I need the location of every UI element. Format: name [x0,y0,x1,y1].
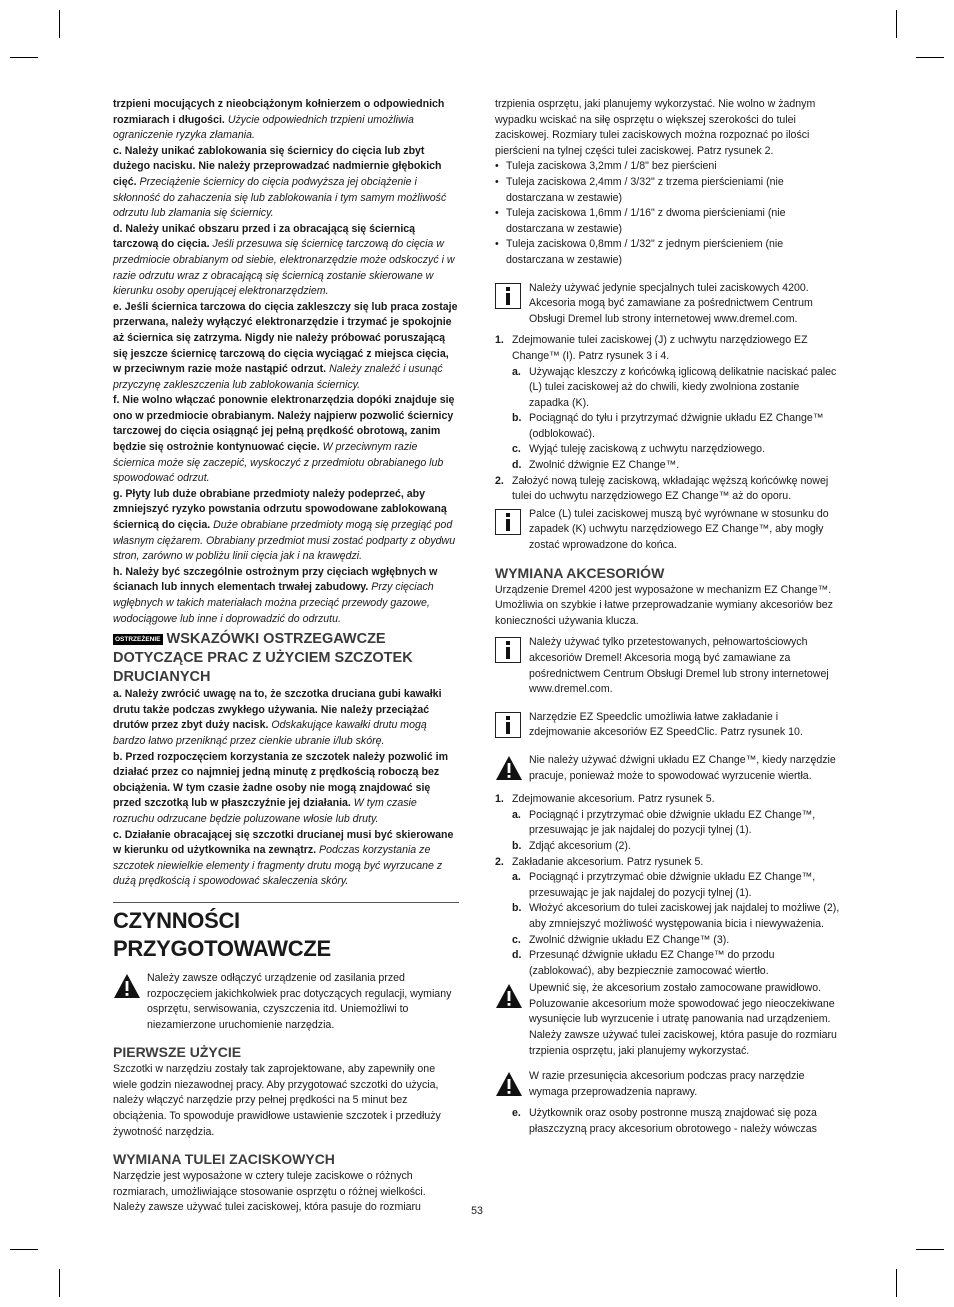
step-2: 2. Zakładanie akcesorium. Patrz rysunek 5. [495,855,704,868]
paragraph-g: g. Płyty lub duże obrabiane przedmioty należy podeprzeć, aby zmniejszyć ryzyko powstania odrzutu spowodowane zablokowaną ściernicą do cięcia. Duże obrabiane przedmioty mogą się przegiąć pod własnym ciężarem. Obrabiany przedmiot musi zostać podparty z obydwu stron, zarówno w pobliżu linii cięcia jak i na krawędzi. [113,487,456,563]
crop-mark [916,1249,944,1250]
wire-brush-warning-heading: OSTRZEŻENIE WSKAZÓWKI OSTRZEGAWCZE DOTYCZĄCE PRAC Z UŻYCIEM SZCZOTEK DRUCIANYCH [113,631,413,686]
collet-text: Narzędzie jest wyposażone w cztery tuleje zaciskowe o różnych rozmiarach, umożliwiające stosowanie osprzętu o różnej wielkości. Należy zawsze używać tulei zaciskowej, która pasuje do rozmiaru [113,1170,426,1214]
left-column [113,97,459,1216]
warning-notice: Upewnić się, że akcesorium zostało zamocowane prawidłowo. Poluzowanie akcesorium może spowodować jego nieoczekiwane wysunięcie lub wyrzucenie i utratę panowania nad urządzeniem. Należy zawsze używać tulei zaciskowej, która pasuje do rozmiaru trzpienia osprzętu, jaki planujemy wykorzystać. [495,981,841,1059]
warning-triangle-icon [495,1071,523,1097]
brush-paragraph-b: b. Przed rozpoczęciem korzystania ze szczotek należy pozwolić im działać przez co najmniej jedną minutę z prędkością roboczą bez obciążenia. W tym czasie żadne osoby nie mogą znajdować się przed szczotką lub w płaszczyźnie jej działania. W tym czasie rozruchu odrzucane będzie poluzowane włosie lub druty. [113,750,448,825]
info-icon [495,283,521,309]
warning-notice: Nie należy używać dźwigni układu EZ Change™, kiedy narzędzie pracuje, ponieważ może to spowodować wyrzucenie wiertła. [495,753,841,784]
crop-mark [59,10,60,38]
crop-mark [916,57,944,58]
right-column [495,97,841,1138]
collet-text-cont: trzpienia osprzętu, jaki planujemy wykorzystać. Nie wolno w żadnym wypadku wciskać na siłę osprzętu o większej szerokości do tulei zaciskowej. Rozmiary tulei zaciskowych można rozpoznać po ilości pierścieni na tylnej części tulei zaciskowej. Patrz rysunek 2. [495,98,816,157]
step-2: 2. Założyć nową tuleję zaciskową, wkładając węższą końcówkę nowej tulei do uchwytu narzędziowego EZ Change™ aż do oporu. [495,474,829,503]
info-icon [495,637,521,663]
first-use-text: Szczotki w narzędziu zostały tak zaprojektowane, aby zapewniły one wiele godzin niezawodnej pracy. Aby przygotować szczotki do użycia, należy włączyć narzędzie przy pełnej prędkości na 5 minut bez obciążenia. To spowoduje prawidłowe ustawienie szczotek i przedłuży żywotność narzędzia. [113,1063,441,1138]
section-divider [113,902,459,903]
info-icon [495,509,521,535]
crop-mark [10,1249,38,1250]
info-notice: Należy używać tylko przetestowanych, pełnowartościowych akcesoriów Dremel! Akcesoria mogą być zamawiane za pośrednictwem Centrum Obsługi Dremel lub strony internetowej www.dremel.com. [495,635,841,697]
info-notice: Palce (L) tulei zaciskowej muszą być wyrównane w stosunku do zapadek (K) uchwytu narzędziowego EZ Change™, aby mogły zostać wprowadzone do końca. [495,507,841,554]
paragraph-b-cont: trzpieni mocujących z nieobciążonym kołnierzem o odpowiednich rozmiarach i długości. Użycie odpowiednich trzpieni umożliwia ograniczenie ryzyka złamania. [113,98,445,142]
brush-paragraph-a: a. Należy zwrócić uwagę na to, że szczotka druciana gubi kawałki drutu także podczas zwykłego używania. Nie należy przeciążać drutów przez zbyt duży nacisk. Odskakujące kawałki drutu mogą bardzo łatwo przeniknąć przez cienkie ubranie i/lub skórę. [113,688,442,747]
warning-triangle-icon [495,755,523,781]
step-1d: d. Zwolnić dźwignie EZ Change™. [512,459,680,472]
warning-triangle-icon [495,983,523,1009]
paragraph-h: h. Należy być szczególnie ostrożnym przy cięciach wgłębnych w ścianach lub innych elementach trwałej zabudowy. Przy cięciach wgłębnych w takich materiałach można przeciąć przewody gazowe, wodociągowe lub inne i doprowadzić do odrzutu. [113,565,438,625]
page-number: 53 [471,1205,483,1217]
list-item: • Tuleja zaciskowa 1,6mm / 1/16" z dwoma pierścieniami (nie dostarczana w zestawie) [495,206,841,237]
step-1a: a. Pociągnąć i przytrzymać obie dźwignie układu EZ Change™, przesuwając je jak najdalej do pozycji tylnej (1). [512,808,816,837]
crop-mark [896,1269,897,1297]
list-item: • Tuleja zaciskowa 3,2mm / 1/8" bez pierścieni [495,159,841,175]
brush-paragraph-c: c. Działanie obracającej się szczotki drucianej musi być skierowane w kierunku od użytkownika na zewnątrz. Podczas korzystania ze szczotek niewielkie elementy i fragmenty drutu mogą być wyrzucane z dużą prędkością i spowodować skaleczenia skóry. [113,828,454,888]
warning-notice: Należy zawsze odłączyć urządzenie od zasilania przed rozpoczęciem jakichkolwiek prac dotyczących regulacji, wymiany osprzętu, serwisowania, czyszczenia itd. Uniemożliwi to niezamierzone uruchomienie narzędzia. [113,971,459,1033]
step-2e: e. Użytkownik oraz osoby postronne muszą znajdować się poza płaszczyzną pracy akcesorium obrotowego - należy wówczas [512,1107,817,1136]
warning-notice: W razie przesunięcia akcesorium podczas pracy narzędzie wymaga przeprowadzenia naprawy. [495,1069,841,1100]
step-2c: c. Zwolnić dźwignie układu EZ Change™ (3). [512,933,730,946]
paragraph-c: c. Należy unikać zablokowania się ściernicy do cięcia lub zbyt dużego nacisku. Nie należy przeprowadzać nadmiernie głębokich cięć. Przeciążenie ściernicy do cięcia podwyższa jej obciążenie i skłonność do zahaczenia się lub zablokowania i tym samym możliwość odrzutu lub złamania się ściernicy. [113,144,447,220]
step-1c: c. Wyjąć tuleję zaciskową z uchwytu narzędziowego. [512,443,766,456]
collet-heading: WYMIANA TULEI ZACISKOWYCH [113,1151,335,1168]
step-1: 1. Zdejmowanie akcesorium. Patrz rysunek 5. [495,793,715,806]
info-icon [495,712,521,738]
warning-triangle-icon [113,973,141,999]
paragraph-d: d. Należy unikać obszaru przed i za obracającą się ściernicą tarczową do cięcia. Jeśli przesuwa się ściernicę tarczową do cięcia w przedmiocie obrabianym od siebie, elektronarzędzie może odskoczyć i w razie odrzutu wraz z obracającą się ściernicą zostanie skierowane w kierunku osoby operującej elektronarzędziem. [113,222,455,298]
info-notice: Narzędzie EZ Speedclic umożliwia łatwe zakładanie i zdejmowanie akcesoriów EZ SpeedClic. Patrz rysunek 10. [495,710,841,741]
first-use-heading: PIERWSZE UŻYCIE [113,1044,242,1061]
list-item: • Tuleja zaciskowa 2,4mm / 3/32" z trzema pierścieniami (nie dostarczana w zestawie) [495,175,841,206]
section-title: CZYNNOŚCI PRZYGOTOWAWCZE [113,907,331,961]
accessory-text: Urządzenie Dremel 4200 jest wyposażone w mechanizm EZ Change™. Umożliwia on szybkie i łatwe przeprowadzanie wymiany akcesoriów bez konieczności używania klucza. [495,583,833,627]
accessory-heading: WYMIANA AKCESORIÓW [495,564,665,581]
info-notice: Należy używać jedynie specjalnych tulei zaciskowych 4200. Akcesoria mogą być zamawiane za pośrednictwem Centrum Obsługi Dremel lub strony internetowej www.dremel.com. [495,281,841,328]
step-1a: a. Używając kleszczy z końcówką iglicową delikatnie naciskać palec (L) tulei zaciskowej aż do chwili, kiedy zwolniona zostanie zapadka (K). [512,365,837,409]
step-1b: b. Zdjąć akcesorium (2). [512,839,631,852]
crop-mark [896,10,897,38]
paragraph-f: f. Nie wolno włączać ponownie elektronarzędzia dopóki znajduje się ono w przedmiocie obrabianym. Należy najpierw pozwolić ściernicy tarczowej do cięcia osiągnąć jej pełną prędkość obrotową, zanim będzie się ostrożnie kontynuować cięcie. W przeciwnym razie ściernica może się zaczepić, wyskoczyć z przedmiotu obrabianego lub spowodować odrzut. [113,394,455,485]
step-2d: d. Przesunąć dźwignie układu EZ Change™ do przodu (zablokować), aby bezpiecznie zamocować wiertło. [512,949,775,977]
step-1b: b. Pociągnąć do tyłu i przytrzymać dźwignie układu EZ Change™ (odblokować). [512,412,824,440]
crop-mark [59,1269,60,1297]
step-1: 1. Zdejmowanie tulei zaciskowej (J) z uchwytu narzędziowego EZ Change™ (I). Patrz rysunek 3 i 4. [495,334,808,362]
paragraph-e: e. Jeśli ściernica tarczowa do cięcia zakleszczy się lub praca zostaje przerwana, należy wyłączyć elektronarzędzie i trzymać je spokojnie aż ściernica się zatrzyma. Nigdy nie należy próbować poruszającą się jeszcze ściernicę tarczową do cięcia wyciągać z miejsca cięcia, w przeciwnym razie może nastąpić odrzut. Należy znaleźć i usunąć przyczynę zakleszczenia lub zablokowania ściernicy. [113,300,458,391]
crop-mark [10,57,38,58]
list-item: • Tuleja zaciskowa 0,8mm / 1/32" z jednym pierścieniem (nie dostarczana w zestawie) [495,237,841,268]
warning-badge: OSTRZEŻENIE [115,636,161,644]
step-2a: a. Pociągnąć i przytrzymać obie dźwignie układu EZ Change™, przesuwając je jak najdalej do pozycji tylnej (1). [512,871,816,899]
step-2b: b. Włożyć akcesorium do tulei zaciskowej jak najdalej to możliwe (2), aby zmniejszyć możliwość występowania bicia i niewyważenia. [512,902,840,930]
